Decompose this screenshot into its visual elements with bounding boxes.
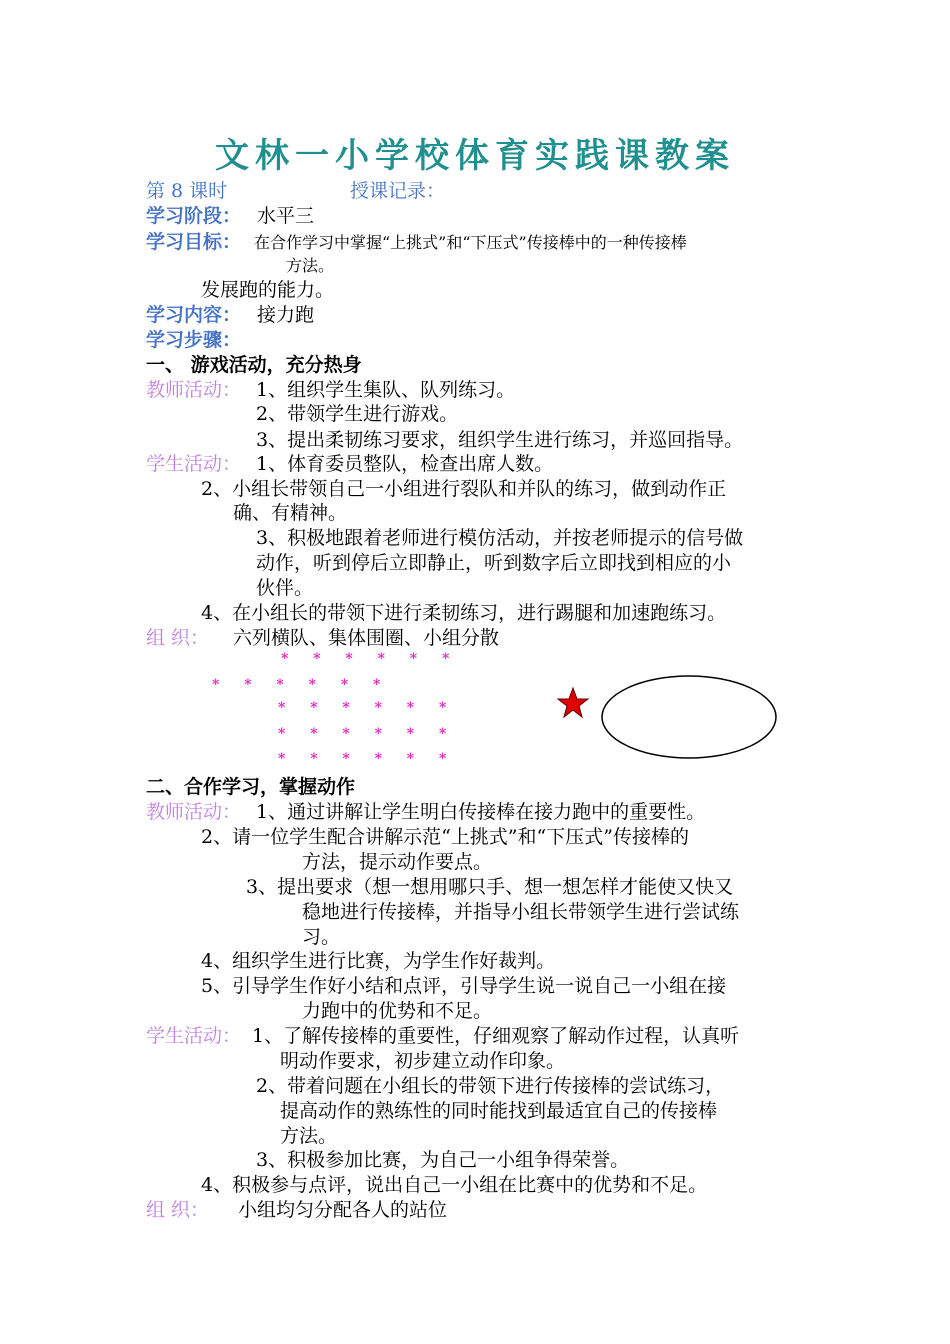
goal-label: 学习目标： bbox=[146, 231, 242, 253]
section1-teacher-item: 3、提出柔韧练习要求，组织学生进行练习，并巡回指导。 bbox=[256, 429, 744, 451]
stage-label: 学习阶段： bbox=[146, 205, 242, 227]
section2-student-item: 明动作要求，初步建立动作印象。 bbox=[280, 1050, 566, 1072]
content-value: 接力跑 bbox=[257, 304, 315, 326]
formation-row: * * * * * * bbox=[278, 700, 457, 716]
formation-row: * * * * * * bbox=[278, 751, 457, 767]
section2-org-label: 组 织： bbox=[146, 1199, 210, 1221]
page-title: 文林一小学校体育实践课教案 bbox=[215, 136, 735, 176]
goal-line2: 方法。 bbox=[286, 256, 335, 275]
stage-value: 水平三 bbox=[257, 205, 315, 227]
section1-student-item: 3、积极地跟着老师进行模仿活动，并按老师提示的信号做 bbox=[256, 527, 744, 549]
section2-student-item: 4、积极参与点评，说出自己一小组在比赛中的优势和不足。 bbox=[201, 1174, 708, 1196]
section2-teacher-item: 5、引导学生作好小结和点评，引导学生说一说自己一小组在接 bbox=[201, 975, 727, 997]
section1-student-item: 动作，听到停后立即静止，听到数字后立即找到相应的小 bbox=[256, 552, 732, 574]
section1-heading: 一、 游戏活动，充分热身 bbox=[146, 354, 362, 376]
goal-line1: 在合作学习中掌握“上挑式”和“下压式”传接棒中的一种传接棒 bbox=[254, 233, 687, 252]
content-label: 学习内容： bbox=[146, 304, 242, 326]
section2-teacher-item: 4、组织学生进行比赛，为学生作好裁判。 bbox=[201, 950, 556, 972]
section1-teacher-label: 教师活动： bbox=[146, 379, 242, 401]
section2-teacher-item: 3、提出要求（想一想用哪只手、想一想怎样才能使又快又 bbox=[246, 876, 734, 898]
section2-teacher-item: 稳地进行传接棒，并指导小组长带领学生进行尝试练 bbox=[302, 901, 740, 923]
steps-label: 学习步骤： bbox=[146, 329, 242, 351]
circle-formation-icon bbox=[600, 674, 780, 760]
section2-student-item: 方法。 bbox=[280, 1125, 338, 1147]
section1-student-label: 学生活动： bbox=[146, 453, 242, 475]
section1-student-item: 2、小组长带领自己一小组进行裂队和并队的练习，做到动作正 bbox=[201, 478, 727, 500]
section1-teacher-item: 2、带领学生进行游戏。 bbox=[256, 403, 459, 425]
section2-teacher-label: 教师活动： bbox=[146, 801, 242, 823]
section2-teacher-item: 方法，提示动作要点。 bbox=[302, 851, 493, 873]
section1-org-value: 六列横队、集体围圈、小组分散 bbox=[233, 627, 500, 649]
goal-line3: 发展跑的能力。 bbox=[201, 279, 335, 301]
formation-row: * * * * * * bbox=[278, 726, 457, 742]
formation-row: * * * * * * bbox=[212, 677, 391, 693]
section2-teacher-item: 1、通过讲解让学生明白传接棒在接力跑中的重要性。 bbox=[256, 801, 706, 823]
section1-student-item: 4、在小组长的带领下进行柔韧练习，进行踢腿和加速跑练习。 bbox=[201, 602, 727, 624]
formation-row: * * * * * * bbox=[281, 651, 460, 667]
section2-student-label: 学生活动： bbox=[146, 1025, 242, 1047]
section2-heading: 二、合作学习，掌握动作 bbox=[146, 776, 356, 798]
section2-student-item: 2、带着问题在小组长的带领下进行传接棒的尝试练习， bbox=[256, 1075, 725, 1097]
section2-student-item: 提高动作的熟练性的同时能找到最适宜自己的传接棒 bbox=[280, 1100, 718, 1122]
section2-teacher-item: 力跑中的优势和不足。 bbox=[302, 1000, 493, 1022]
section2-org-value: 小组均匀分配各人的站位 bbox=[238, 1199, 448, 1221]
record-label: 授课记录： bbox=[350, 180, 446, 202]
section2-student-item: 1、了解传接棒的重要性，仔细观察了解动作过程，认真听 bbox=[252, 1025, 740, 1047]
section1-student-item: 伙伴。 bbox=[256, 577, 314, 599]
section2-teacher-item: 2、请一位学生配合讲解示范“上挑式”和“下压式”传接棒的 bbox=[201, 826, 689, 848]
lesson-number: 第 8 课时 bbox=[146, 180, 228, 202]
section1-teacher-item: 1、组织学生集队、队列练习。 bbox=[256, 379, 516, 401]
teacher-star-icon bbox=[556, 686, 590, 720]
section2-student-item: 3、积极参加比赛，为自己一小组争得荣誉。 bbox=[256, 1149, 630, 1171]
section1-student-item: 1、体育委员整队，检查出席人数。 bbox=[256, 453, 554, 475]
section1-student-item: 确、有精神。 bbox=[233, 502, 348, 524]
section2-teacher-item: 习。 bbox=[302, 926, 341, 948]
section1-org-label: 组 织： bbox=[146, 627, 210, 649]
